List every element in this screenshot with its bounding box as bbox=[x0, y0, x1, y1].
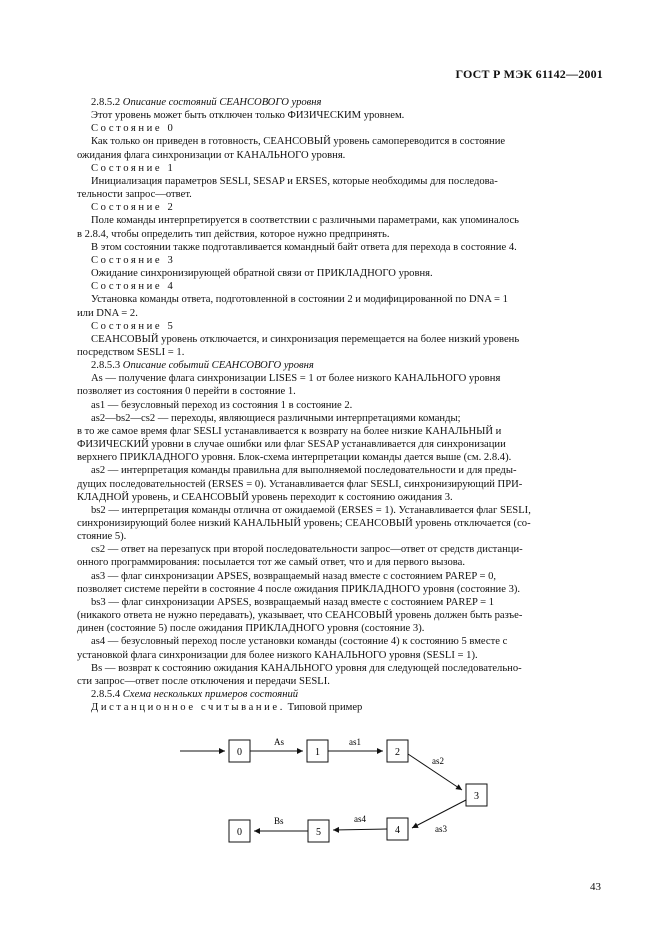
example-title: Дистанционное считывание. bbox=[91, 702, 285, 714]
paragraph-line: Ожидание синхронизирующей обратной связи от ПРИКЛАДНОГО уровня. bbox=[91, 268, 433, 280]
paragraph-line: as3 — флаг синхронизации APSES, возвращаемый назад вместе с состоянием PAREP = 0, bbox=[91, 570, 497, 582]
page-number: 43 bbox=[590, 881, 601, 893]
continuation-line: тельности запрос—ответ. bbox=[77, 189, 192, 201]
state-heading: Состояние 5 bbox=[91, 320, 176, 332]
example-heading bbox=[91, 701, 605, 714]
state-heading: Состояние 2 bbox=[91, 202, 176, 214]
state-heading: Состояние 0 bbox=[91, 123, 176, 135]
state-node-1 bbox=[307, 740, 328, 762]
section-number: 2.8.5.4 bbox=[91, 689, 121, 701]
continuation-line: стояние 5). bbox=[77, 531, 127, 543]
paragraph-line: Bs — возврат к состоянию ожидания КАНАЛЬНОГО уровня для следующей последовательно- bbox=[91, 662, 522, 674]
paragraph-line: as2—bs2—cs2 — переходы, являющиеся различными интерпретациями команды; bbox=[91, 412, 461, 424]
state-heading: Состояние 3 bbox=[91, 254, 176, 266]
section-number: 2.8.5.2 bbox=[91, 97, 121, 108]
edge-label-as4: as4 bbox=[354, 814, 366, 824]
continuation-line: посредством SESLI = 1. bbox=[77, 346, 185, 358]
paragraph-line: Установка команды ответа, подготовленной в состоянии 2 и модифицированной по DNA = 1 bbox=[91, 294, 508, 306]
paragraph-line: Этот уровень может быть отключен только ФИЗИЧЕСКИМ уровнем. bbox=[91, 110, 405, 122]
paragraph-line: As — получение флага синхронизации LISES = 1 от более низкого КАНАЛЬНОГО уровня bbox=[91, 373, 501, 385]
section-heading bbox=[91, 359, 605, 372]
continuation-line: верхнего ПРИКЛАДНОГО уровня. Блок-схема интерпретации команды дается выше (см. 2.8.4). bbox=[77, 452, 512, 464]
section-title: Описание событий СЕАНСОВОГО уровня bbox=[122, 360, 314, 372]
svg-text:2: 2 bbox=[395, 747, 400, 758]
continuation-line: КЛАДНОЙ уровень, и СЕАНСОВЫЙ уровень переходит к состоянию ожидания 3. bbox=[77, 491, 453, 503]
paragraph-line: bs2 — интерпретация команды отлична от ожидаемой (ERSES = 1). Устанавливается флаг SESLI, bbox=[91, 504, 531, 516]
edge-label-as3: as3 bbox=[435, 824, 447, 834]
continuation-line: в 2.8.4, чтобы определить тип действия, которое нужно предпринять. bbox=[77, 228, 390, 240]
continuation-line: (никакого ответа не нужно передавать), указывает, что СЕАНСОВЫЙ уровень должен быть разъе- bbox=[77, 610, 523, 622]
continuation-line: в то же самое время флаг SESLI устанавливается к возврату на более низкие КАНАЛЬНЫЙ и bbox=[77, 425, 502, 437]
continuation-line: позволяет из состояния 0 перейти в состояние 1. bbox=[77, 386, 296, 398]
state-node-4 bbox=[387, 818, 408, 840]
edge-as4 bbox=[333, 829, 387, 830]
continuation-line: дущих последовательностей (ERSES = 0). Устанавливается флаг SESLI, синхронизирующий ПРИ- bbox=[77, 478, 523, 490]
paragraph-line: СЕАНСОВЫЙ уровень отключается, и синхронизация перемещается на более низкий уровень bbox=[91, 333, 520, 345]
continuation-line: установкой флага синхронизации для более низкого КАНАЛЬНОГО уровня (SESLI = 1). bbox=[77, 649, 478, 661]
state-node-2 bbox=[387, 740, 408, 762]
paragraph-line: as1 — безусловный переход из состояния 1 в состояние 2. bbox=[91, 399, 353, 411]
example-subtitle: Типовой пример bbox=[287, 702, 363, 714]
edge-label-Bs: Bs bbox=[274, 816, 284, 826]
paragraph-line: Поле команды интерпретируется в соответствии с различными параметрами, как упоминалось bbox=[91, 215, 519, 227]
state-heading: Состояние 1 bbox=[91, 162, 176, 174]
paragraph-line: В этом состоянии также подготавливается командный байт ответа для перехода в состояние 4. bbox=[91, 241, 517, 253]
edge-label-as1: as1 bbox=[349, 737, 361, 747]
section-heading bbox=[91, 688, 605, 701]
section-heading bbox=[91, 96, 605, 109]
state-node-5 bbox=[308, 820, 329, 842]
section-number: 2.8.5.3 bbox=[91, 360, 121, 372]
section-title: Схема нескольких примеров состояний bbox=[122, 689, 299, 701]
document-body bbox=[77, 96, 605, 714]
svg-text:5: 5 bbox=[316, 827, 321, 838]
paragraph-line: cs2 — ответ на перезапуск при второй последовательности запрос—ответ от средств дистанци- bbox=[91, 544, 523, 556]
continuation-line: ожидания флага синхронизации от КАНАЛЬНОГО уровня. bbox=[77, 149, 346, 161]
continuation-line: сти запрос—ответ после отключения и передачи SESLI. bbox=[77, 675, 330, 687]
continuation-line: синхронизирующий более низкий КАНАЛЬНЫЙ уровень; СЕАНСОВЫЙ уровень отключается (со- bbox=[77, 518, 531, 529]
paragraph-line: Как только он приведен в готовность, СЕАНСОВЫЙ уровень самопереводится в состояние bbox=[91, 136, 506, 148]
svg-text:0: 0 bbox=[237, 827, 242, 838]
state-node-0 bbox=[229, 740, 250, 762]
svg-text:3: 3 bbox=[474, 791, 479, 802]
paragraph-line: bs3 — флаг синхронизации APSES, возвращаемый назад вместе с состоянием PAREP = 1 bbox=[91, 596, 495, 608]
state-diagram bbox=[170, 730, 510, 850]
continuation-line: ФИЗИЧЕСКИЙ уровни в случае ошибки или флаг SESAP устанавливается для синхронизации bbox=[77, 439, 506, 451]
continuation-line: или DNA = 2. bbox=[77, 307, 138, 319]
paragraph-line: as2 — интерпретация команды правильна для выполняемой последовательности и для преды- bbox=[91, 465, 517, 477]
paragraph-line: Инициализация параметров SESLI, SESAP и ERSES, которые необходимы для последова- bbox=[91, 175, 498, 187]
state-node-3 bbox=[466, 784, 487, 806]
svg-text:1: 1 bbox=[315, 747, 320, 758]
document-header: ГОСТ Р МЭК 61142—2001 bbox=[455, 67, 603, 81]
edge-label-As: As bbox=[274, 737, 285, 747]
continuation-line: позволяет системе перейти в состояние 4 после ожидания ПРИКЛАДНОГО уровня (состояние 3). bbox=[77, 583, 521, 595]
continuation-line: динен (состояние 5) после ожидания ПРИКЛАДНОГО уровня (состояние 3). bbox=[77, 623, 425, 635]
edge-label-as2: as2 bbox=[432, 756, 444, 766]
svg-text:0: 0 bbox=[237, 747, 242, 758]
state-heading: Состояние 4 bbox=[91, 281, 176, 293]
section-title: Описание состояний СЕАНСОВОГО уровня bbox=[122, 97, 322, 108]
state-node-0-final bbox=[229, 820, 250, 842]
continuation-line: онного программирования: посылается тот же самый ответ, что и для первого вызова. bbox=[77, 557, 465, 569]
svg-text:4: 4 bbox=[395, 825, 400, 836]
paragraph-line: as4 — безусловный переход после установки команды (состояние 4) к состоянию 5 вместе с bbox=[91, 636, 508, 648]
